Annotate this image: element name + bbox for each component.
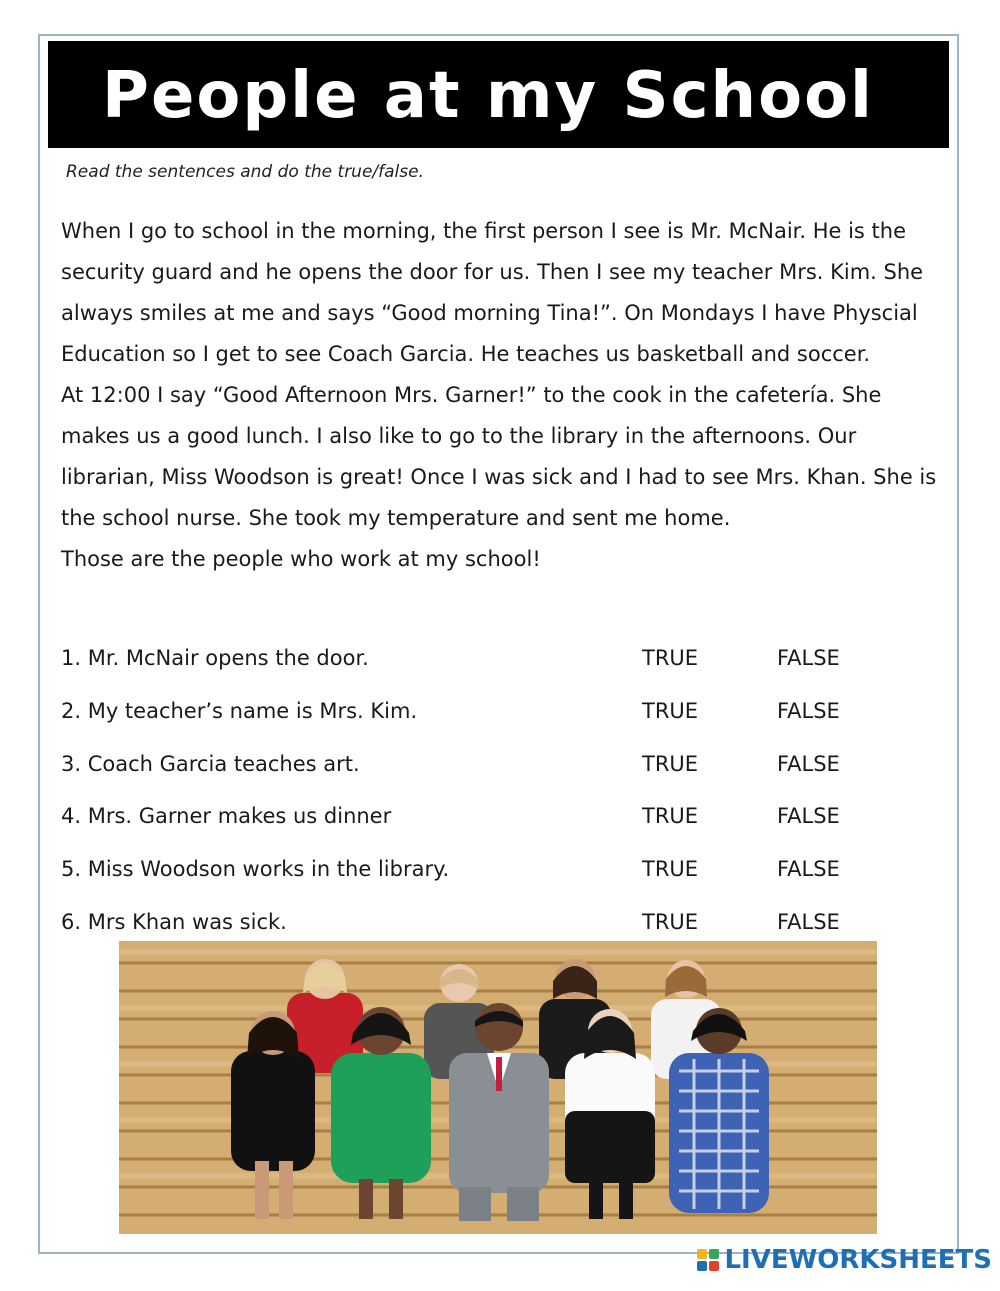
true-option[interactable]: TRUE: [642, 698, 699, 723]
question-row: [61, 794, 941, 847]
true-option[interactable]: TRUE: [642, 751, 699, 776]
question-text: 3. Coach Garcia teaches art.: [61, 751, 360, 776]
story-paragraph: At 12:00 I say “Good Afternoon Mrs. Garner!” to the cook in the cafetería. She makes us a good lunch. I also like to go to the library in the afternoons. Our librarian, Miss Woodson is great! Once I was sick and I had to see Mrs. Khan. She is the school nurse. She took my temperature and sent me home.: [61, 383, 937, 530]
logo-blocks-icon: [697, 1249, 719, 1271]
false-option[interactable]: FALSE: [777, 646, 840, 670]
staff-photo-illustration: [119, 941, 877, 1234]
story-paragraph: When I go to school in the morning, the first person I see is Mr. McNair. He is the security guard and he opens the door for us. Then I see my teacher Mrs. Kim. She always smiles at me and says “Good morning Tina!”. On Mondays I have Physcial Education so I get to see Coach Garcia. He teaches us basketball and soccer.: [61, 219, 924, 366]
question-text: 6. Mrs Khan was sick.: [61, 909, 287, 934]
false-option[interactable]: FALSE: [777, 751, 840, 776]
false-option[interactable]: FALSE: [777, 804, 840, 829]
true-option[interactable]: TRUE: [642, 804, 699, 829]
question-text: 2. My teacher’s name is Mrs. Kim.: [61, 698, 418, 723]
liveworksheets-logo: [697, 1245, 992, 1275]
logo-text: LIVEWORKSHEETS: [724, 1245, 992, 1275]
title-bar: [48, 41, 949, 148]
false-option[interactable]: FALSE: [777, 909, 840, 934]
false-option[interactable]: FALSE: [777, 857, 840, 882]
question-text: 5. Miss Woodson works in the library.: [61, 857, 450, 882]
true-option[interactable]: TRUE: [642, 646, 699, 670]
false-option[interactable]: FALSE: [777, 698, 840, 723]
page-title: People at my School: [102, 59, 874, 133]
story-paragraph: Those are the people who work at my school!: [61, 547, 541, 571]
question-row: [61, 636, 941, 689]
true-option[interactable]: TRUE: [642, 857, 699, 882]
true-false-questions: [61, 636, 941, 953]
school-staff-photo: [119, 941, 877, 1234]
question-text: 4. Mrs. Garner makes us dinner: [61, 804, 392, 829]
question-row: [61, 742, 941, 795]
instructions: Read the sentences and do the true/false.: [66, 162, 424, 182]
reading-passage: [61, 211, 941, 580]
true-option[interactable]: TRUE: [642, 909, 699, 934]
question-text: 1. Mr. McNair opens the door.: [61, 646, 369, 670]
question-row: [61, 689, 941, 742]
question-row: [61, 847, 941, 900]
